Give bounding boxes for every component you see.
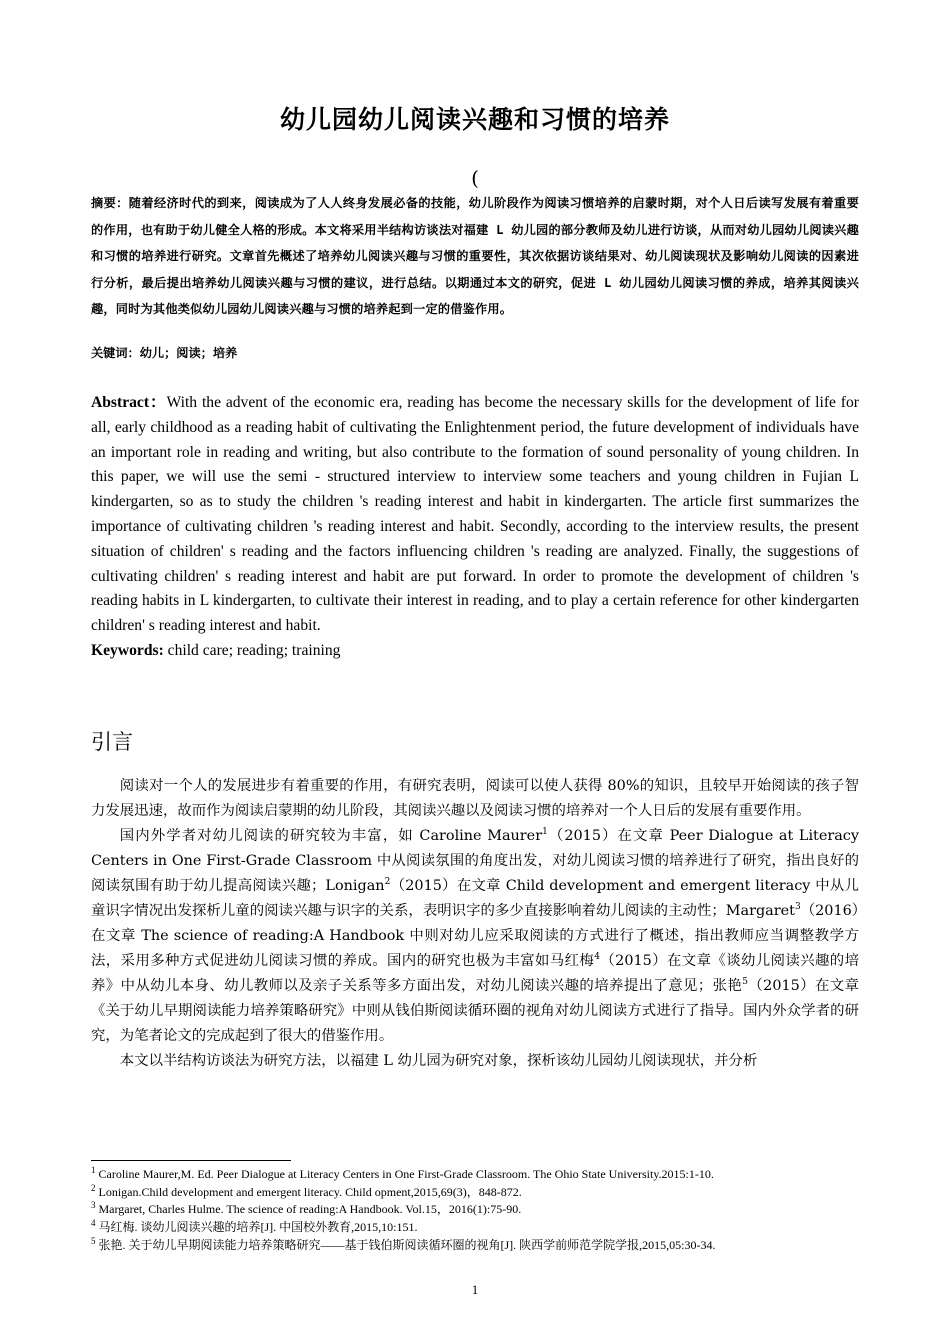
footnote-text: 马红梅. 谈幼儿阅读兴趣的培养[J]. 中国校外教育,2015,10:151. xyxy=(95,1220,418,1235)
footnote-number: 3 xyxy=(91,1200,96,1211)
footnote-number: 1 xyxy=(91,1165,96,1175)
intro-p2-text: （2015）在文章 Child development and emergent literacy 中从儿童识字情况出发探析儿童的阅读兴趣与识字的关系，表明识字的多少直接影响着幼儿阅读的主动性；Margaret xyxy=(91,878,859,919)
paper-title: 幼儿园幼儿阅读兴趣和习惯的培养 xyxy=(279,105,670,134)
footnote-text: Caroline Maurer,M. Ed. Peer Dialogue at Literacy Centers in One First-Grade Classroom. The Ohio State University.2015:1-10. xyxy=(95,1167,714,1181)
footnote-ref-3[interactable]: 3 xyxy=(794,902,801,913)
english-keywords xyxy=(91,639,859,664)
footnote-number: 4 xyxy=(91,1218,96,1229)
intro-p2-text: （2015）在文章《关于幼儿早期阅读能力培养策略研究》中则从钱伯斯阅读循环圈的视角对幼儿阅读方式进行了指导。国内外众学者的研究，为笔者论文的完成起到了很大的借鉴作用。 xyxy=(91,978,859,1044)
footnote-item xyxy=(91,1201,891,1219)
footnote-ref-4[interactable]: 4 xyxy=(594,952,600,963)
footnote-ref-1[interactable]: 1 xyxy=(542,827,548,838)
footnote-separator xyxy=(91,1160,291,1161)
intro-paragraph-3: 本文以半结构访谈法为研究方法，以福建 L 幼儿园为研究对象，探析该幼儿园幼儿阅读现状，并分析 xyxy=(119,1053,758,1069)
english-abstract xyxy=(91,391,859,639)
footnote-number: 5 xyxy=(91,1235,96,1246)
footnote-item xyxy=(91,1237,891,1255)
intro-p2-text: 国内外学者对幼儿阅读的研究较为丰富，如 Caroline Maurer xyxy=(119,828,543,844)
author-paren: ( xyxy=(471,166,479,190)
english-keywords-text: child care; reading; training xyxy=(163,642,341,659)
footnotes xyxy=(91,1166,891,1255)
footnote-item xyxy=(91,1166,891,1184)
intro-p2-text: （2015）在文章《谈幼儿阅读兴趣的培养》中从幼儿本身、幼儿教师以及亲子关系等多方面出发，对幼儿阅读兴趣的培养提出了意见；张艳 xyxy=(91,953,859,994)
chinese-abstract-text: 随着经济时代的到来，阅读成为了人人终身发展必备的技能，幼儿阶段作为阅读习惯培养的启蒙时期，对个人日后读写发展有着重要的作用，也有助于幼儿健全人格的形成。本文将采用半结构访谈法对福建 L 幼儿园的部分教师及幼儿进行访谈，从而对幼儿园幼儿阅读兴趣和习惯的培养进行研究。文章首先概述了培养幼儿阅读兴趣与习惯的重要性，其次依据访谈结果对、幼儿阅读现状及影响幼儿阅读的因素进行分析，最后提出培养幼儿阅读兴趣与习惯的建议，进行总结。以期通过本文的研究，促进 L 幼儿园幼儿阅读习惯的养成，培养其阅读兴趣，同时为其他类似幼儿园幼儿阅读兴趣与习惯的培养起到一定的借鉴作用。 xyxy=(91,196,859,317)
chinese-abstract-label: 摘要： xyxy=(91,196,129,210)
intro-paragraph-1: 阅读对一个人的发展进步有着重要的作用，有研究表明，阅读可以使人获得 80%的知识，且较早开始阅读的孩子智力发展迅速，故而作为阅读启蒙期的幼儿阶段，其阅读兴趣以及阅读习惯的培养对一个人日后的发展有重要作用。 xyxy=(91,778,859,819)
english-abstract-text: With the advent of the economic era, reading has become the necessary skills for the development of life for all, early childhood as a reading habit of cultivating the Enlightenment period, the future development of individuals have an important role in reading and writing, but also contribute to the formation of sound personality of young children. In this paper, we will use the semi - structured interview to interview some teachers and young children in Fujian L kindergarten, so as to study the children 's reading interest and habit in kindergarten. The article first summarizes the importance of cultivating children 's reading interest and habit. Secondly, according to the interview results, the present situation of children' s reading and the factors influencing children 's reading are analyzed. Finally, the suggestions of cultivating children' s reading interest and habit are put forward. In order to promote the development of children 's reading habits in L kindergarten, to cultivate their interest in reading, and to play a certain reference for other kindergarten children' s reading interest and habit. xyxy=(91,394,859,635)
english-keywords-label: Keywords: xyxy=(91,642,164,659)
footnote-text: Margaret, Charles Hulme. The science of reading:A Handbook. Vol.15，2016(1):75-90. xyxy=(95,1202,522,1217)
chinese-keywords-text: 幼儿；阅读；培养 xyxy=(139,346,238,360)
footnote-ref-2[interactable]: 2 xyxy=(384,877,391,888)
footnote-text: Lonigan.Child development and emergent literacy. Child opment,2015,69(3)，848-872. xyxy=(95,1184,522,1199)
chinese-keywords-label: 关键词： xyxy=(91,346,140,360)
intro-paragraph-2 xyxy=(91,824,859,1049)
section-heading-introduction: 引言 xyxy=(91,730,133,754)
footnote-text: 张艳. 关于幼儿早期阅读能力培养策略研究——基于钱伯斯阅读循环圈的视角[J]. 陕西学前师范学院学报,2015,05:30-34. xyxy=(95,1237,716,1252)
english-abstract-label: Abstract： xyxy=(91,394,167,411)
intro-p2-text: （2015）在文章 Peer Dialogue at Literacy Centers in One First-Grade Classroom 中从阅读氛围的角度出发，对幼儿阅读习惯的培养进行了研究，指出良好的阅读氛围有助于幼儿提高阅读兴趣；Lonigan xyxy=(91,828,859,894)
footnote-item xyxy=(91,1184,891,1202)
footnote-ref-5[interactable]: 5 xyxy=(742,977,748,988)
intro-p2-text: （2016）在文章 The science of reading:A Handbook 中则对幼儿应采取阅读的方式进行了概述，指出教师应当调整教学方法，采用多种方式促进幼儿阅读习惯的养成。国内的研究也极为丰富如马红梅 xyxy=(91,903,859,969)
chinese-keywords xyxy=(91,343,859,363)
chinese-abstract xyxy=(91,190,859,323)
footnote-item xyxy=(91,1219,891,1237)
footnote-number: 2 xyxy=(91,1182,96,1193)
page-number: 1 xyxy=(471,1282,479,1297)
introduction-body xyxy=(91,774,859,1074)
